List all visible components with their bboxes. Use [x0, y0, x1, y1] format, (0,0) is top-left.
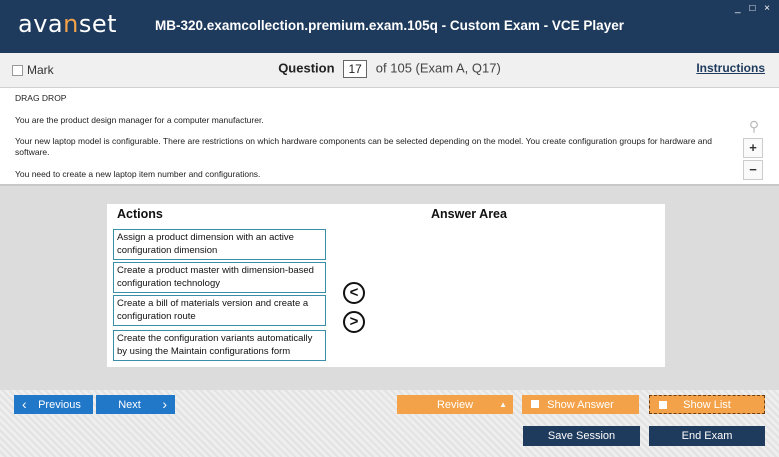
move-left-button[interactable]: < [343, 282, 365, 304]
checkbox-icon [659, 401, 667, 409]
chevron-right-icon: › [162, 396, 167, 412]
window-controls[interactable]: _ □ × [735, 3, 773, 14]
window-title: MB-320.examcollection.premium.exam.105q - Custom Exam - VCE Player [155, 18, 624, 33]
question-count: of 105 (Exam A, Q17) [375, 60, 501, 76]
answer-area-header: Answer Area [431, 207, 507, 221]
triangle-up-icon: ▲ [499, 400, 507, 409]
magnifier-icon: ⚲ [748, 118, 760, 134]
question-label: Question [278, 60, 335, 76]
save-session-button[interactable]: Save Session [523, 426, 640, 446]
action-item[interactable]: Create the configuration variants automatically by using the Maintain configurations form [113, 330, 326, 361]
question-paragraph-1: You are the product design manager for a computer manufacturer. [15, 115, 264, 125]
zoom-in-button[interactable]: + [743, 138, 763, 158]
instructions-link[interactable]: Instructions [696, 61, 765, 75]
previous-button[interactable] [14, 395, 93, 414]
previous-label: Previous [38, 398, 81, 411]
zoom-out-button[interactable]: − [743, 160, 763, 180]
show-answer-label: Show Answer [547, 398, 614, 411]
mark-label: Mark [27, 63, 54, 77]
review-button[interactable] [397, 395, 513, 414]
question-number-input[interactable]: 17 [343, 60, 367, 78]
end-exam-button[interactable]: End Exam [649, 426, 765, 446]
next-button[interactable] [96, 395, 175, 414]
review-label: Review [436, 398, 474, 411]
question-toolbar [0, 53, 779, 88]
drag-drop-workarea [0, 186, 779, 390]
app-logo: avanset [18, 10, 118, 38]
next-label: Next [118, 398, 141, 411]
title-bar [0, 0, 779, 53]
zoom-controls [743, 118, 765, 182]
question-type: DRAG DROP [15, 93, 67, 103]
move-right-button[interactable]: > [343, 311, 365, 333]
show-list-label: Show List [683, 398, 731, 411]
action-item[interactable]: Create a product master with dimension-based configuration technology [113, 262, 326, 293]
action-item[interactable]: Create a bill of materials version and create a configuration route [113, 295, 326, 326]
question-text-area [0, 88, 779, 186]
navigation-footer [0, 390, 779, 457]
checkbox-icon [531, 400, 539, 408]
question-paragraph-2: Your new laptop model is configurable. There are restrictions on which hardware components can be selected depending on the model. You create configuration groups for hardware and software. [15, 136, 712, 157]
show-list-button[interactable] [649, 395, 765, 414]
chevron-left-icon: ‹ [22, 396, 27, 412]
drag-drop-panel [107, 204, 665, 367]
action-item[interactable]: Assign a product dimension with an active configuration dimension [113, 229, 326, 260]
question-navigator [0, 60, 779, 78]
show-answer-button[interactable] [522, 395, 639, 414]
question-paragraph-3: You need to create a new laptop item number and configurations. [15, 169, 261, 179]
actions-header: Actions [117, 207, 163, 221]
